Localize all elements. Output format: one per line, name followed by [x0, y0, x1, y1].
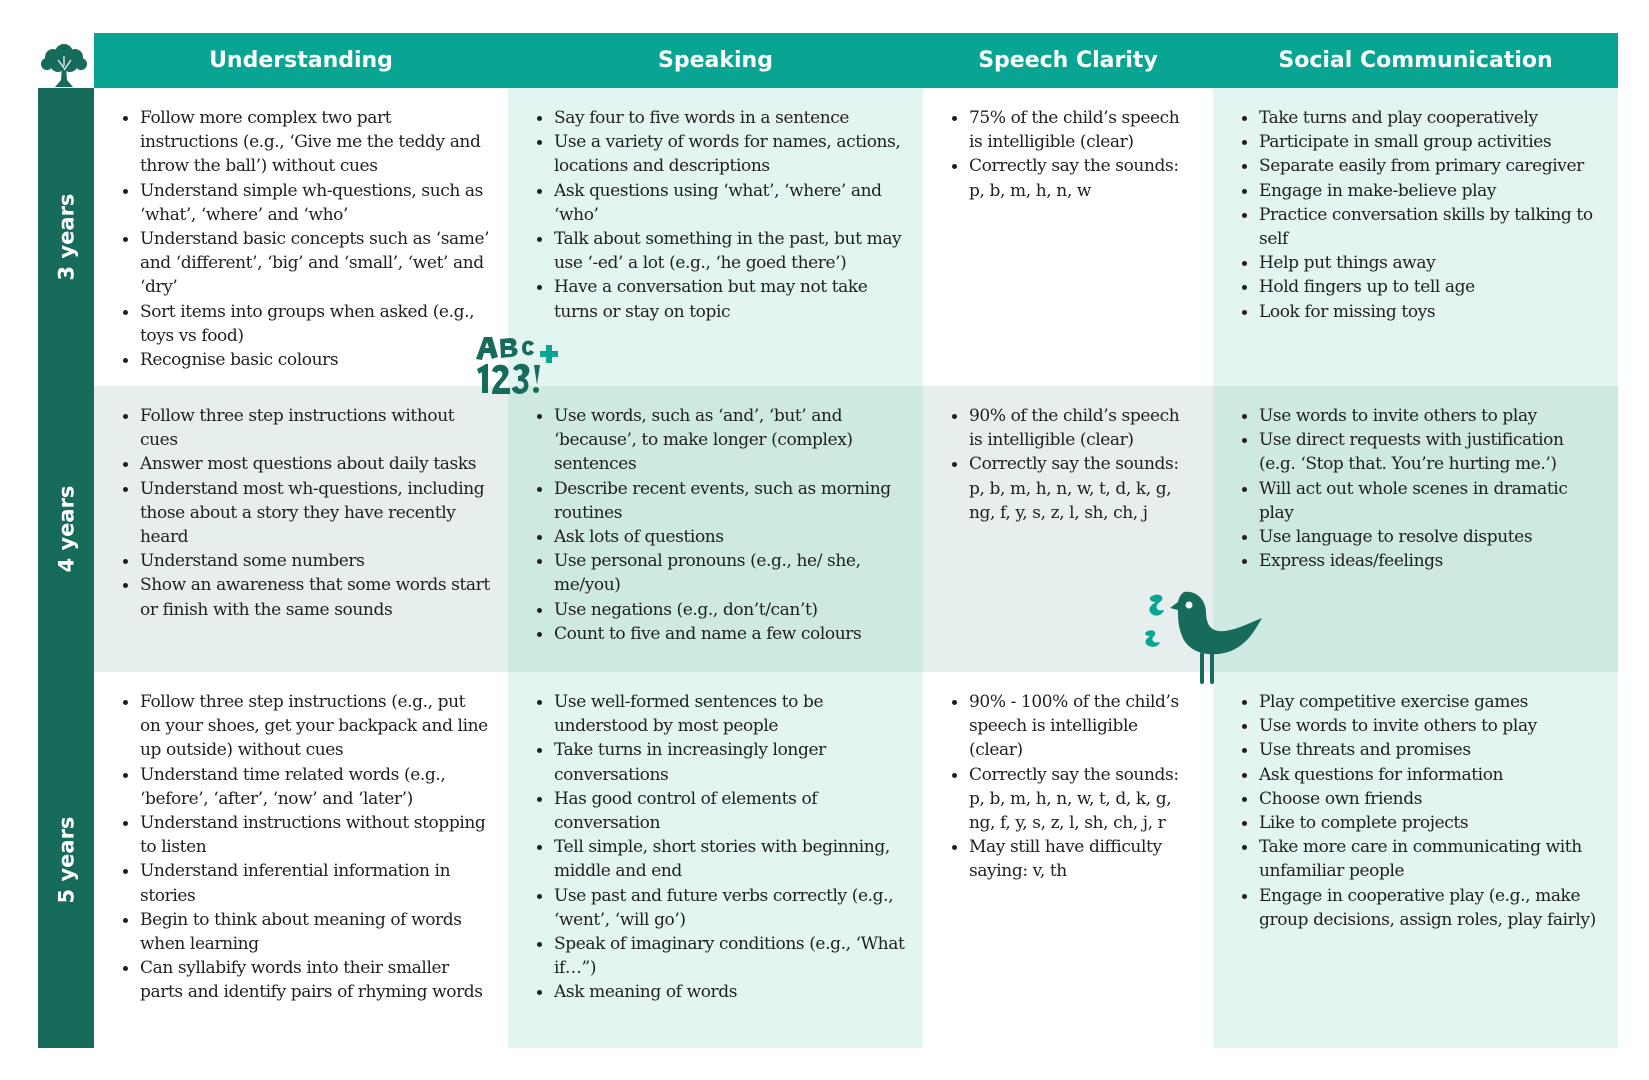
list-item: Count to five and name a few colours [554, 622, 905, 646]
cell-4y-social [1213, 386, 1618, 672]
list-item: Understand time related words (e.g., ‘before’, ‘after’, ‘now’ and ‘later’) [140, 763, 490, 811]
header-understanding: Understanding [209, 48, 393, 73]
table-header [94, 33, 1618, 88]
cell-4y-speaking [508, 386, 923, 672]
list-item: Can syllabify words into their smaller parts and identify pairs of rhyming words [140, 956, 490, 1004]
list-item: 90% - 100% of the child’s speech is intelligible (clear) [969, 690, 1195, 763]
list-item: Use language to resolve disputes [1259, 525, 1600, 549]
list-item: Ask meaning of words [554, 980, 905, 1004]
list-item: Understand basic concepts such as ‘same’ and ‘different’, ‘big’ and ‘small’, ‘wet’ and ‘dry’ [140, 227, 490, 300]
list-item: Understand instructions without stopping to listen [140, 811, 490, 859]
list-item: Talk about something in the past, but may use ‘-ed’ a lot (e.g., ‘he goed there’) [554, 227, 905, 275]
list-item: Use threats and promises [1259, 738, 1600, 762]
list-item: Use personal pronouns (e.g., he/ she, me/you) [554, 549, 905, 597]
list-item: Take turns and play cooperatively [1259, 106, 1600, 130]
list-item: Take turns in increasingly longer conversations [554, 738, 905, 786]
list-item: Will act out whole scenes in dramatic play [1259, 477, 1600, 525]
list-item: Follow three step instructions (e.g., put on your shoes, get your backpack and line up outside) without cues [140, 690, 490, 763]
list-item: Hold fingers up to tell age [1259, 275, 1600, 299]
list-item: Use a variety of words for names, actions, locations and descriptions [554, 130, 905, 178]
list-item: Look for missing toys [1259, 300, 1600, 324]
list-item: 75% of the child’s speech is intelligible (clear) [969, 106, 1195, 154]
list-item: Answer most questions about daily tasks [140, 452, 490, 476]
list-item: Correctly say the sounds: p, b, m, h, n, w, t, d, k, g, ng, f, y, s, z, l, sh, ch, j, r [969, 763, 1195, 836]
list-item: Understand most wh-questions, including those about a story they have recently heard [140, 477, 490, 550]
list-item: Use negations (e.g., don’t/can’t) [554, 598, 905, 622]
list-item: Understand some numbers [140, 549, 490, 573]
abc-123-sticker-icon [472, 333, 562, 403]
list-item: Say four to five words in a sentence [554, 106, 905, 130]
cell-5y-speaking [508, 672, 923, 1048]
header-speech-clarity: Speech Clarity [978, 48, 1158, 73]
list-item: Have a conversation but may not take turns or stay on topic [554, 275, 905, 323]
list-item: Ask questions using ‘what’, ‘where’ and ‘who’ [554, 179, 905, 227]
list-item: Like to complete projects [1259, 811, 1600, 835]
cell-3y-speech-clarity [923, 88, 1213, 386]
list-item: Correctly say the sounds: p, b, m, h, n, w [969, 154, 1195, 202]
list-item: Use words to invite others to play [1259, 714, 1600, 738]
list-item: Follow more complex two part instructions (e.g., ‘Give me the teddy and throw the ball’) without cues [140, 106, 490, 179]
cell-3y-social [1213, 88, 1618, 386]
list-item: Tell simple, short stories with beginning, middle and end [554, 835, 905, 883]
list-item: Show an awareness that some words start or finish with the same sounds [140, 573, 490, 621]
list-item: Use words to invite others to play [1259, 404, 1600, 428]
cell-5y-speech-clarity [923, 672, 1213, 1048]
list-item: Understand inferential information in stories [140, 859, 490, 907]
list-item: Ask questions for information [1259, 763, 1600, 787]
header-social-communication: Social Communication [1278, 48, 1553, 73]
list-item: Correctly say the sounds: p, b, m, h, n, w, t, d, k, g, ng, f, y, s, z, l, sh, ch, j [969, 452, 1195, 525]
list-item: Participate in small group activities [1259, 130, 1600, 154]
cell-5y-social [1213, 672, 1618, 1048]
list-item: Use past and future verbs correctly (e.g., ‘went’, ‘will go’) [554, 884, 905, 932]
list-item: 90% of the child’s speech is intelligible (clear) [969, 404, 1195, 452]
list-item: Describe recent events, such as morning routines [554, 477, 905, 525]
list-item: Speak of imaginary conditions (e.g., ‘What if…”) [554, 932, 905, 980]
list-item: Sort items into groups when asked (e.g., toys vs food) [140, 300, 490, 348]
list-item: Use words, such as ‘and’, ‘but’ and ‘because’, to make longer (complex) sentences [554, 404, 905, 477]
list-item: Has good control of elements of conversation [554, 787, 905, 835]
list-item: Engage in make-believe play [1259, 179, 1600, 203]
list-item: Take more care in communicating with unfamiliar people [1259, 835, 1600, 883]
list-item: Express ideas/feelings [1259, 549, 1600, 573]
list-item: Choose own friends [1259, 787, 1600, 811]
list-item: May still have difficulty saying: v, th [969, 835, 1195, 883]
cell-3y-understanding [94, 88, 508, 386]
list-item: Recognise basic colours [140, 348, 490, 372]
age-label-5: 5 years [54, 816, 79, 904]
list-item: Separate easily from primary caregiver [1259, 154, 1600, 178]
list-item: Engage in cooperative play (e.g., make group decisions, assign roles, play fairly) [1259, 884, 1600, 932]
list-item: Understand simple wh-questions, such as ‘what’, ‘where’ and ‘who’ [140, 179, 490, 227]
age-label-3: 3 years [54, 193, 79, 281]
list-item: Use direct requests with justification (e.g. ‘Stop that. You’re hurting me.’) [1259, 428, 1600, 476]
cell-3y-speaking [508, 88, 923, 386]
age-label-4: 4 years [54, 485, 79, 573]
header-speaking: Speaking [658, 48, 773, 73]
list-item: Ask lots of questions [554, 525, 905, 549]
list-item: Use well-formed sentences to be understood by most people [554, 690, 905, 738]
list-item: Play competitive exercise games [1259, 690, 1600, 714]
cell-4y-understanding [94, 386, 508, 672]
list-item: Practice conversation skills by talking to self [1259, 203, 1600, 251]
list-item: Follow three step instructions without cues [140, 404, 490, 452]
bird-icon [1142, 588, 1268, 684]
list-item: Begin to think about meaning of words when learning [140, 908, 490, 956]
tree-logo-icon [38, 40, 90, 90]
list-item: Help put things away [1259, 251, 1600, 275]
cell-5y-understanding [94, 672, 508, 1048]
